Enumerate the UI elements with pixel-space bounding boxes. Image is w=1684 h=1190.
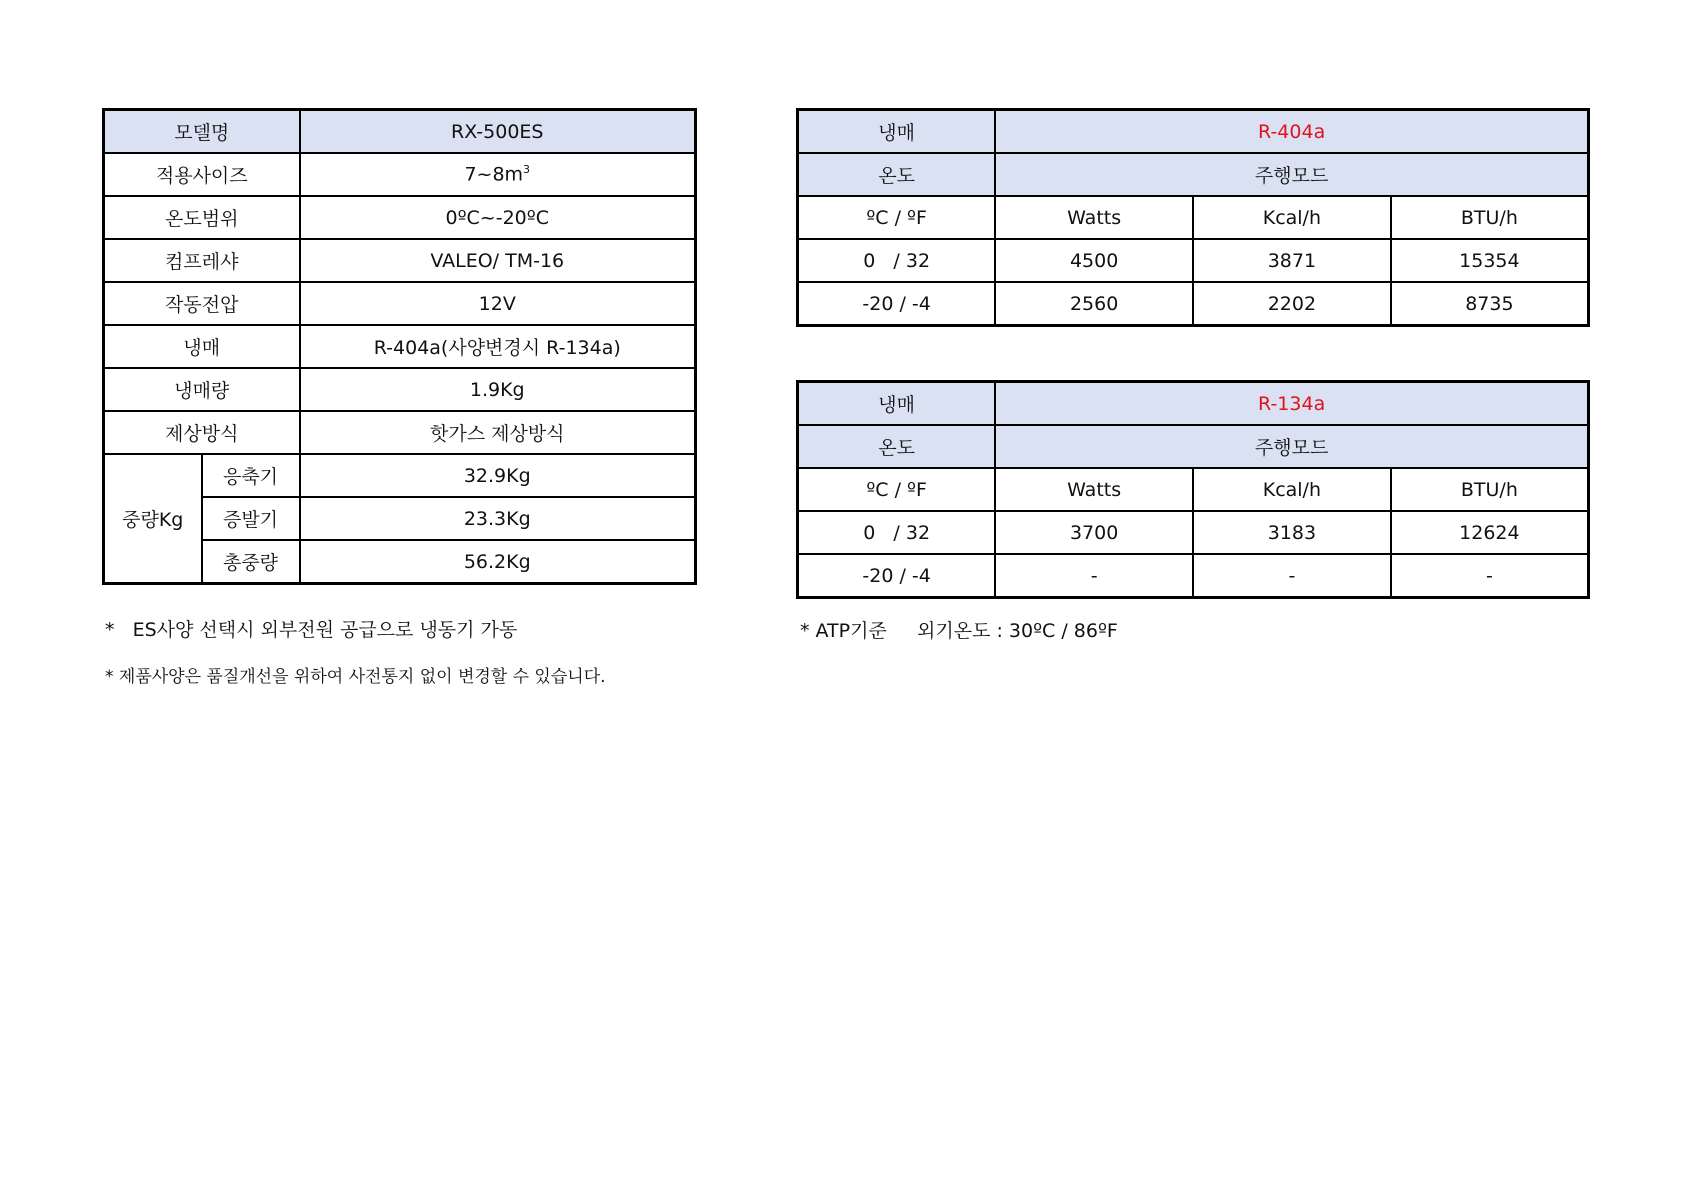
table-row — [798, 153, 1589, 196]
size-value-text: 7~8m — [464, 163, 524, 186]
temperature-label: 온도 — [798, 425, 996, 468]
table-cell: 15354 — [1391, 239, 1589, 282]
table-cell: - — [1391, 554, 1589, 598]
table-cell: 2560 — [995, 282, 1193, 326]
performance-table-r134a — [796, 380, 1590, 599]
table-cell: 3871 — [1193, 239, 1391, 282]
column-header: Watts — [995, 196, 1193, 239]
voltage-value: 12V — [300, 282, 696, 325]
size-value — [300, 153, 696, 196]
atp-condition-note: * ATP기준 외기온도 : 30ºC / 86ºF — [800, 620, 1118, 642]
table-row — [798, 511, 1589, 554]
temperature-label: 온도 — [798, 153, 996, 196]
refrigerant-value: R-134a — [995, 382, 1588, 426]
size-unit-superscript: 3 — [523, 163, 531, 177]
table-row — [798, 554, 1589, 598]
table-cell: 0 / 32 — [798, 239, 996, 282]
weight-label: 중량Kg — [104, 454, 202, 584]
column-header: Watts — [995, 468, 1193, 511]
column-header: BTU/h — [1391, 196, 1589, 239]
performance-table-r404a — [796, 108, 1590, 327]
table-cell: -20 / -4 — [798, 554, 996, 598]
column-header: ºC / ºF — [798, 468, 996, 511]
defrost-value: 핫가스 제상방식 — [300, 411, 696, 454]
evaporator-label: 증발기 — [202, 497, 300, 540]
temp-range-value: 0ºC~-20ºC — [300, 196, 696, 239]
table-row — [798, 110, 1589, 154]
table-cell: 3183 — [1193, 511, 1391, 554]
table-cell: 4500 — [995, 239, 1193, 282]
table-cell: - — [1193, 554, 1391, 598]
table-row — [104, 196, 696, 239]
table-cell: 12624 — [1391, 511, 1589, 554]
table-row — [104, 282, 696, 325]
table-cell: - — [995, 554, 1193, 598]
compressor-value: VALEO/ TM-16 — [300, 239, 696, 282]
table-cell: 0 / 32 — [798, 511, 996, 554]
refrigerant-label: 냉매 — [104, 325, 300, 368]
condenser-value: 32.9Kg — [300, 454, 696, 497]
table-row — [104, 153, 696, 196]
table-header-row — [798, 196, 1589, 239]
spec-table — [102, 108, 697, 585]
temp-range-label: 온도범위 — [104, 196, 300, 239]
table-row — [104, 411, 696, 454]
total-weight-label: 총중량 — [202, 540, 300, 584]
table-row — [798, 239, 1589, 282]
column-header: Kcal/h — [1193, 196, 1391, 239]
table-row — [798, 382, 1589, 426]
driving-mode-label: 주행모드 — [995, 153, 1588, 196]
model-label: 모델명 — [104, 110, 300, 154]
model-value: RX-500ES — [300, 110, 696, 154]
table-row — [104, 454, 696, 497]
refrigerant-value: R-404a(사양변경시 R-134a) — [300, 325, 696, 368]
column-header: Kcal/h — [1193, 468, 1391, 511]
size-label: 적용사이즈 — [104, 153, 300, 196]
table-row — [104, 239, 696, 282]
table-cell: 8735 — [1391, 282, 1589, 326]
refrigerant-label: 냉매 — [798, 382, 996, 426]
table-row — [104, 110, 696, 154]
table-row — [104, 368, 696, 411]
evaporator-value: 23.3Kg — [300, 497, 696, 540]
table-row — [798, 282, 1589, 326]
column-header: BTU/h — [1391, 468, 1589, 511]
total-weight-value: 56.2Kg — [300, 540, 696, 584]
driving-mode-label: 주행모드 — [995, 425, 1588, 468]
table-header-row — [798, 468, 1589, 511]
spec-change-note: * 제품사양은 품질개선을 위하여 사전통지 없이 변경할 수 있습니다. — [105, 667, 606, 687]
compressor-label: 컴프레샤 — [104, 239, 300, 282]
es-power-note: * ES사양 선택시 외부전원 공급으로 냉동기 가동 — [105, 619, 518, 641]
defrost-label: 제상방식 — [104, 411, 300, 454]
refrigerant-label: 냉매 — [798, 110, 996, 154]
voltage-label: 작동전압 — [104, 282, 300, 325]
column-header: ºC / ºF — [798, 196, 996, 239]
refrigerant-value: R-404a — [995, 110, 1588, 154]
refrigerant-amount-label: 냉매량 — [104, 368, 300, 411]
refrigerant-amount-value: 1.9Kg — [300, 368, 696, 411]
table-cell: -20 / -4 — [798, 282, 996, 326]
table-row — [104, 325, 696, 368]
condenser-label: 응축기 — [202, 454, 300, 497]
table-cell: 2202 — [1193, 282, 1391, 326]
table-row — [798, 425, 1589, 468]
table-cell: 3700 — [995, 511, 1193, 554]
